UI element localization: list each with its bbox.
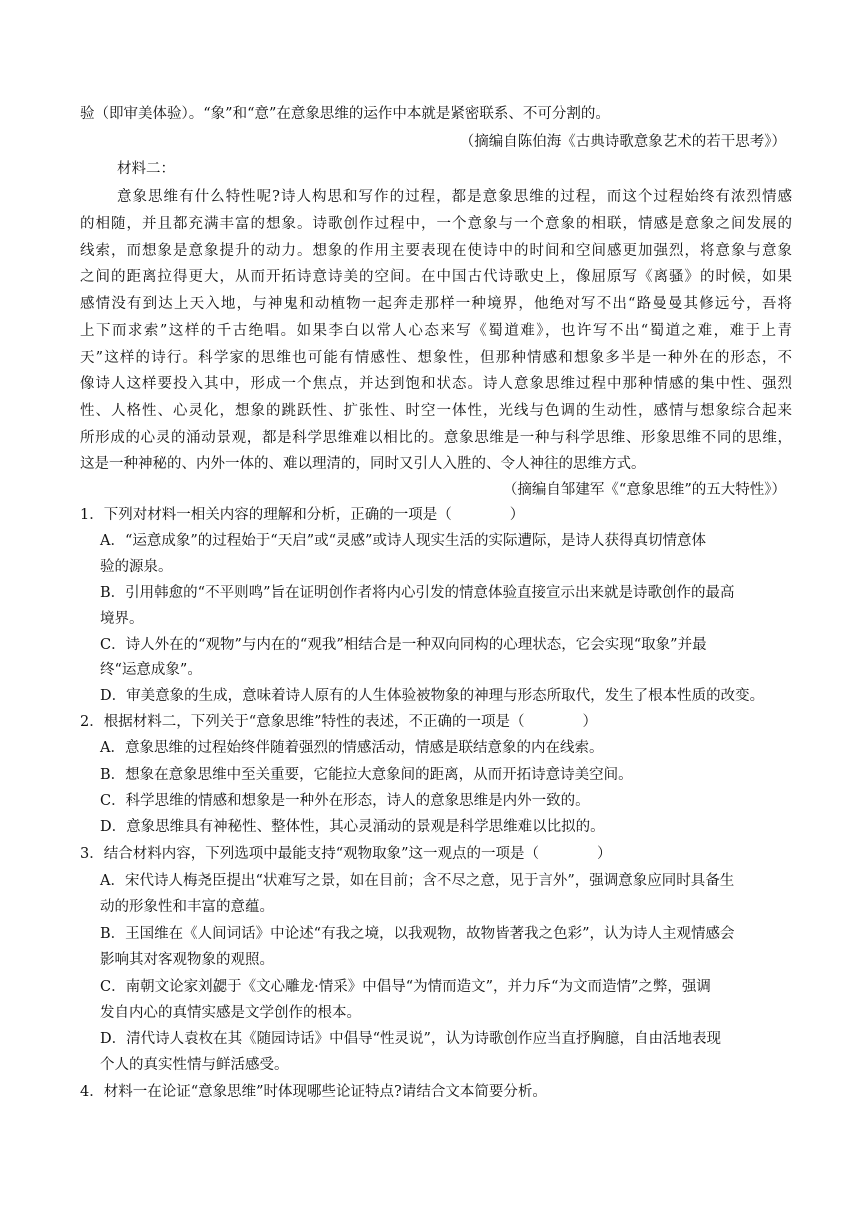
text-line: 之间的距离拉得更大，从而开拓诗意诗美的空间。在中国古代诗歌史上，像屈原写《离骚》的时候，如果 (80, 269, 792, 285)
text-line: 验（即审美体验）。“象”和“意”在意象思维的运作中本就是紧密联系、不可分割的。 (80, 106, 610, 122)
question-1-option-c: C．诗人外在的“观物”与内在的“观我”相结合是一种双向同构的心理状态，它会实现“取象”并最 (100, 637, 707, 653)
text-line: 线索，而想象是意象提升的动力。想象的作用主要表现在使诗中的时间和空间感更加强烈，将意象与意象 (80, 243, 792, 259)
question-1-stem: 1．下列对材料一相关内容的理解和分析，正确的一项是（ ） (80, 507, 525, 523)
question-1-option-b-cont: 境界。 (100, 611, 144, 627)
question-1-option-c-cont: 终“运意成象”。 (100, 662, 202, 678)
text-line: 所形成的心灵的涌动景观，都是科学思维难以相比的。意象思维是一种与科学思维、形象思维不同的思维， (80, 430, 792, 446)
question-4-stem: 4．材料一在论证“意象思维”时体现哪些论证特点?请结合文本简要分析。 (80, 1084, 547, 1100)
text-line: 上下而求索”这样的千古绝唱。如果李白以常人心态来写《蜀道难》，也许写不出“蜀道之难，难于上青 (80, 323, 792, 339)
question-2-option-b: B．想象在意象思维中至关重要，它能拉大意象间的距离，从而开拓诗意诗美空间。 (100, 767, 633, 783)
question-3-option-b: B．王国维在《人间词话》中论述“有我之境，以我观物，故物皆著我之色彩”，认为诗人主观情感会 (100, 926, 735, 942)
text-line: 性、人格性、心灵化，想象的跳跃性、扩张性、时空一体性，光线与色调的生动性，感情与想象综合起来 (80, 403, 792, 419)
section-heading: 材料二： (117, 161, 175, 177)
text-line: 像诗人这样要投入其中，形成一个焦点，并达到饱和状态。诗人意象思维过程中那种情感的集中性、强烈 (80, 376, 792, 392)
text-line: 的相随，并且都充满丰富的想象。诗歌创作过程中，一个意象与一个意象的相联，情感是意象之间发展的 (80, 216, 792, 232)
source-citation: （摘编自邹建军《“意象思维”的五大特性》） (502, 482, 786, 498)
question-1-option-d: D．审美意象的生成，意味着诗人原有的人生体验被物象的神理与形态所取代，发生了根本性质的改变。 (100, 688, 765, 704)
question-2-option-c: C．科学思维的情感和想象是一种外在形态，诗人的意象思维是内外一致的。 (100, 793, 590, 809)
question-3-stem: 3．结合材料内容，下列选项中最能支持“观物取象”这一观点的一项是（ ） (80, 846, 612, 862)
question-2-option-d: D．意象思维具有神秘性、整体性，其心灵涌动的景观是科学思维难以比拟的。 (100, 819, 605, 835)
question-2-option-a: A．意象思维的过程始终伴随着强烈的情感活动，情感是联结意象的内在线索。 (100, 740, 604, 756)
question-3-option-d-cont: 个人的真实性情与鲜活感受。 (100, 1057, 289, 1073)
text-line: 天”这样的诗行。科学家的思维也可能有情感性、想象性，但那种情感和想象多半是一种外在的形态，不 (80, 350, 792, 366)
text-line: 这是一种神秘的、内外一体的、难以理清的，同时又引人入胜的、令人神往的思维方式。 (80, 456, 646, 472)
question-3-option-a: A．宋代诗人梅尧臣提出“状难写之景，如在目前；含不尽之意，见于言外”，强调意象应同时具备生 (100, 873, 735, 889)
question-3-option-c: C．南朝文论家刘勰于《文心雕龙·情采》中倡导“为情而造文”，并力斥“为文而造情”之弊，强调 (100, 979, 711, 995)
question-1-option-a: A．“运意成象”的过程始于“天启”或“灵感”或诗人现实生活的实际遭际，是诗人获得真切情意体 (100, 533, 706, 549)
text-line: 感情没有到达上天入地，与神鬼和动植物一起奔走那样一种境界，他绝对写不出“路曼曼其修远兮，吾将 (80, 296, 792, 312)
question-3-option-a-cont: 动的形象性和丰富的意蕴。 (100, 899, 274, 915)
question-3-option-c-cont: 发自内心的真情实感是文学创作的根本。 (100, 1005, 361, 1021)
question-1-option-a-cont: 验的源泉。 (100, 559, 173, 575)
question-2-stem: 2．根据材料二，下列关于“意象思维”特性的表述，不正确的一项是（ ） (80, 714, 598, 730)
question-3-option-b-cont: 影响其对客观物象的观照。 (100, 952, 274, 968)
question-3-option-d: D．清代诗人袁枚在其《随园诗话》中倡导“性灵说”，认为诗歌创作应当直抒胸臆，自由活地表现 (100, 1031, 721, 1047)
text-line: 意象思维有什么特性呢?诗人构思和写作的过程，都是意象思维的过程，而这个过程始终有浓烈情感 (117, 189, 792, 205)
question-1-option-b: B．引用韩愈的“不平则鸣”旨在证明创作者将内心引发的情意体验直接宣示出来就是诗歌创作的最高 (100, 585, 735, 601)
source-citation: （摘编自陈伯海《古典诗歌意象艺术的若干思考》） (459, 134, 786, 150)
